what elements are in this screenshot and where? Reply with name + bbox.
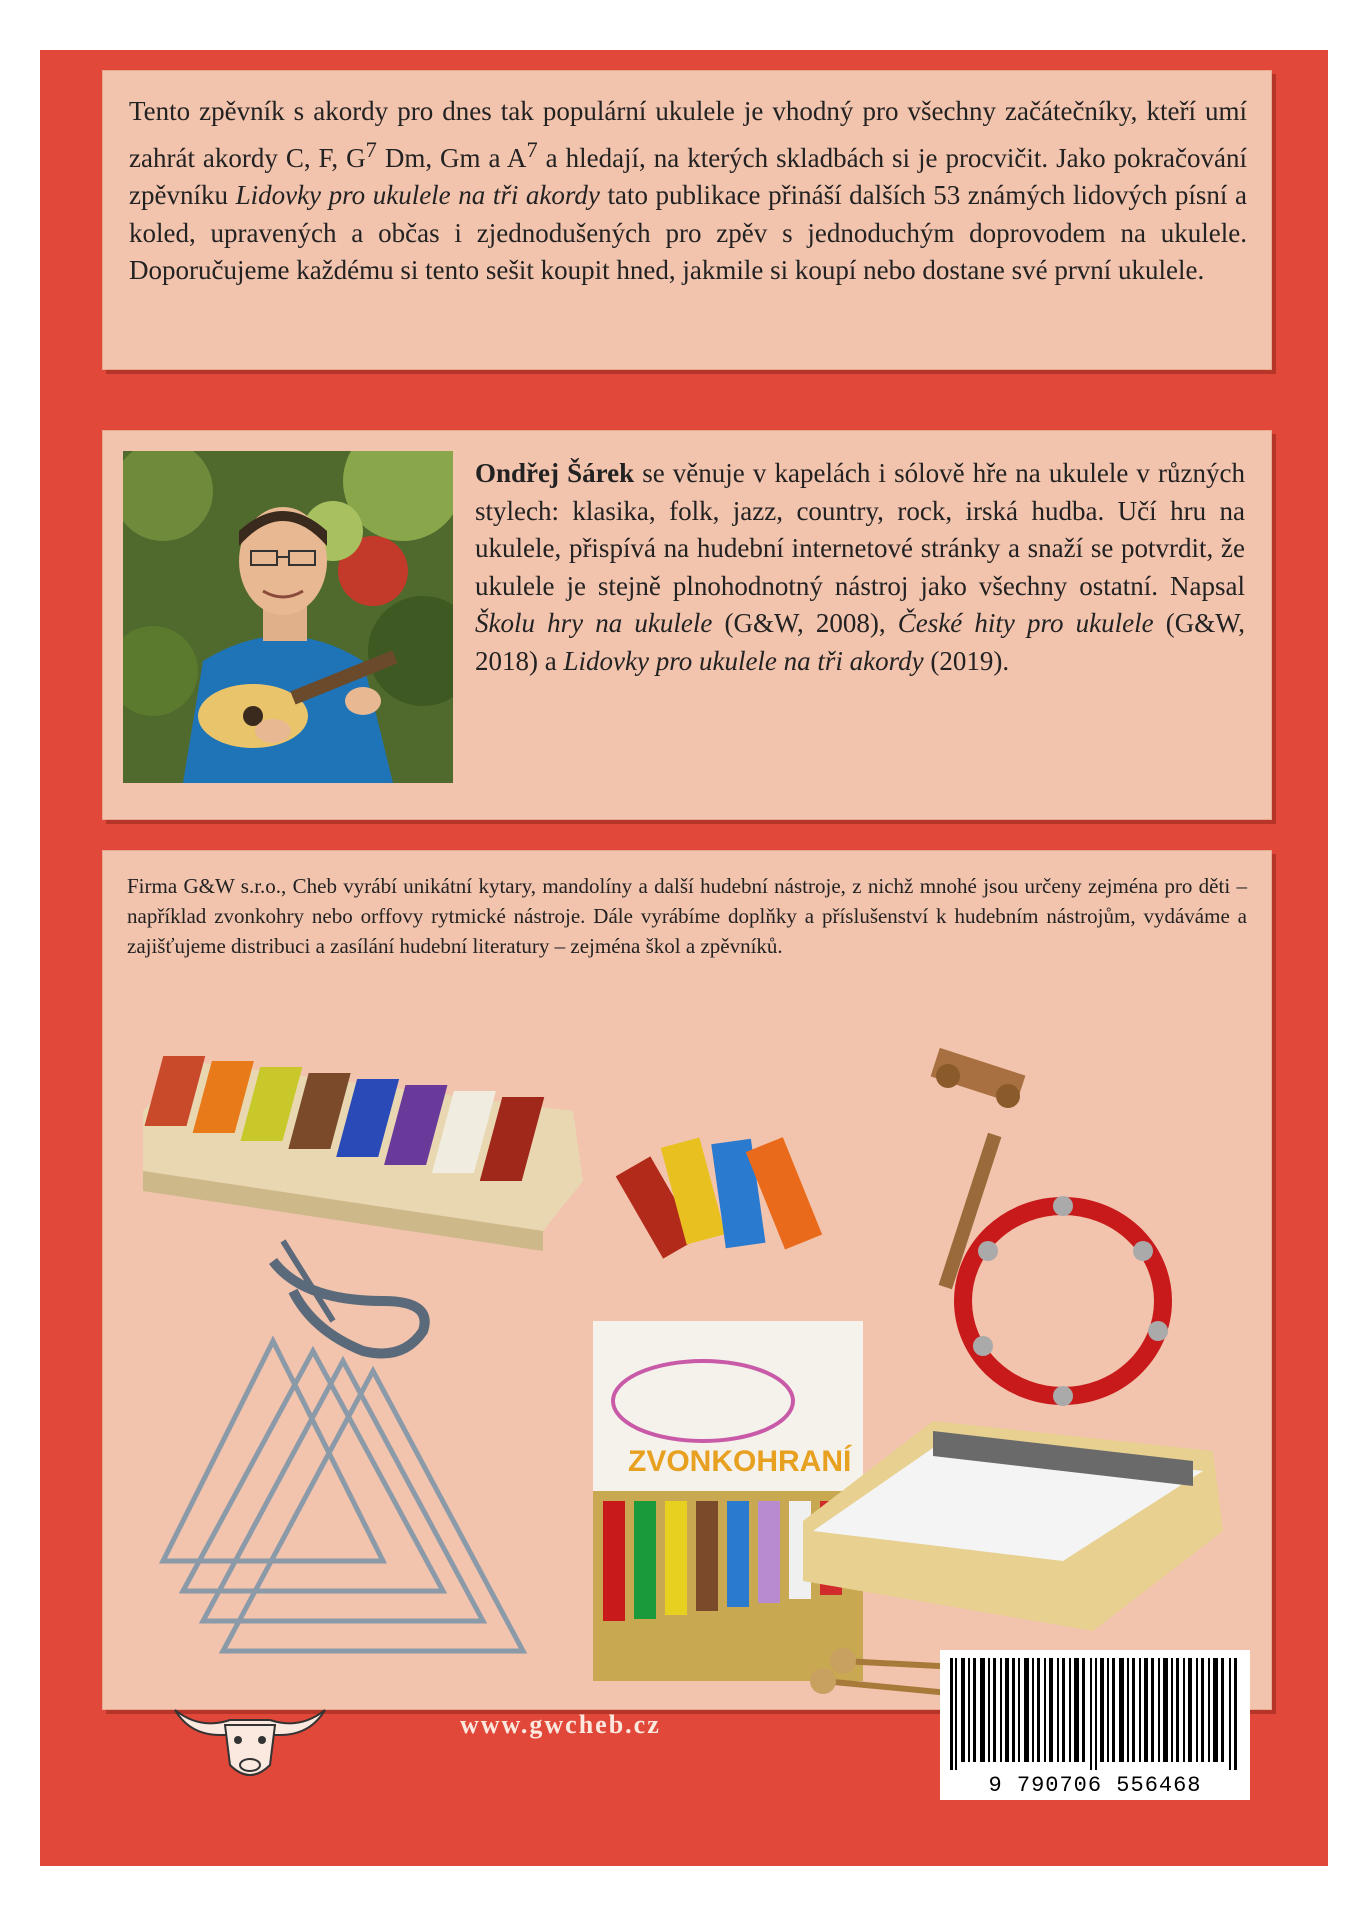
author-pub1: (G&W, 2008),: [712, 608, 898, 638]
author-name: Ondřej Šárek: [475, 458, 635, 488]
zvonkohrani-label: ZVONKOHRANÍ: [628, 1445, 852, 1478]
isbn-number: 9 790706 556468: [988, 1773, 1202, 1798]
intro-part3: a hledají, na kterých skladbách si je procvičit. Jako pokračování zpěvníku: [129, 142, 1247, 210]
chord-superscript: 7: [526, 136, 538, 162]
author-pub2: (G&W, 2018) a: [475, 608, 1245, 676]
instruments-illustration: [103, 1001, 1273, 1701]
intro-text: [129, 93, 1247, 290]
back-cover: [40, 50, 1328, 1866]
author-book1: Školu hry na ukulele: [475, 608, 713, 638]
triangles-image: [163, 1341, 523, 1651]
tambourine-image: [963, 1196, 1168, 1406]
book-title: Lidovky pro ukulele na tři akordy: [235, 180, 600, 210]
author-book3: Lidovky pro ukulele na tři akordy: [563, 645, 924, 676]
intro-part2: Dm, Gm a A: [376, 142, 527, 173]
intro-part4: tato publikace přináší dalších 53 známých lidových písní a koled, upravených a občas i zjednodušených pro zpěv s jednoduchým doprovodem na ukulele. Doporučujeme každému si tento sešit koupit hned, jakmile si koupí nebo dostane své první ukulele.: [129, 180, 1247, 285]
author-bio-part1: se věnuje v kapelách i sólově hře na ukulele v různých stylech: klasika, folk, jazz, country, rock, irská hudba. Učí hru na ukulele, přispívá na hudební internetové stránky a snaží se potvrdit, že ukulele je stejně plnohodnotný nástroj jako všechny ostatní. Napsal: [475, 458, 1245, 601]
barcode-bars: [940, 1650, 1250, 1772]
author-photo: [123, 451, 453, 783]
jaw-harp-image: [273, 1241, 425, 1354]
company-text: Firma G&W s.r.o., Cheb vyrábí unikátní kytary, mandolíny a další hudební nástroje, z nichž mnohé jsou určeny zejména pro děti – například zvonkohry nebo orffovy rytmické nástroje. Dále vyrábíme doplňky a příslušenství k hudebním nástrojům, vydáváme a zajišťujeme distribuci a zasílání hudební literatury – zejména škol a zpěvníků.: [127, 874, 1247, 958]
barcode: [940, 1650, 1250, 1800]
author-pub3: (2019).: [923, 645, 1010, 676]
bull-head-logo: [170, 1680, 330, 1790]
chord-superscript: 7: [365, 136, 377, 162]
author-book2: České hity pro ukulele: [897, 608, 1154, 638]
intro-part1: Tento zpěvník s akordy pro dnes tak populární ukulele je vhodný pro všechny začátečníky, kteří umí zahrát akordy C, F, G: [129, 96, 1247, 173]
author-bio: [475, 455, 1245, 680]
kazoo-image: [616, 1137, 822, 1258]
website-url[interactable]: www.gwcheb.cz: [460, 1710, 661, 1739]
author-panel: [102, 430, 1272, 820]
glockenspiel-image: [143, 1056, 583, 1251]
intro-panel: [102, 70, 1272, 370]
zvonkohrani-image: [593, 1321, 863, 1681]
company-panel: [102, 850, 1272, 1710]
